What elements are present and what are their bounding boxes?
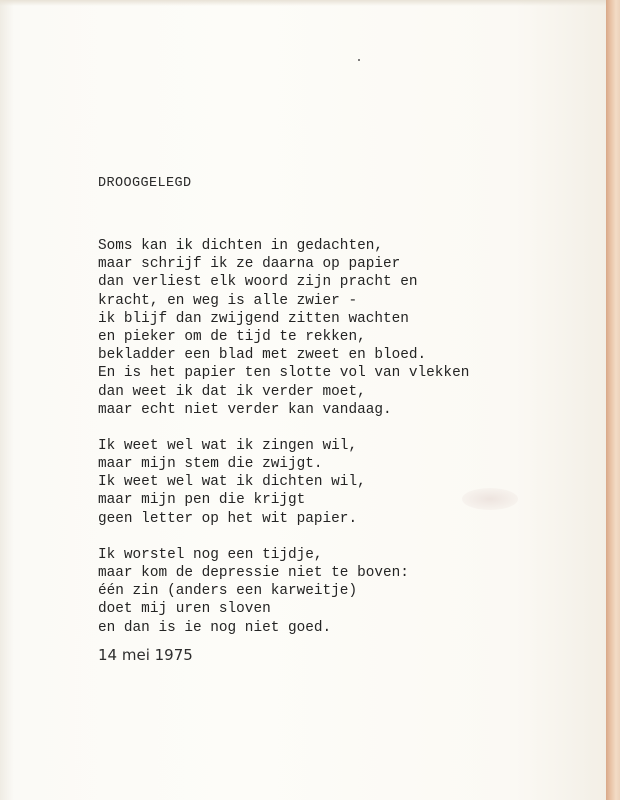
poem-line: maar mijn stem die zwijgt. [98,456,323,473]
poem-line: en pieker om de tijd te rekken, [98,328,366,345]
poem-line: en dan is ie nog niet goed. [98,619,332,636]
poem-line: maar mijn pen die krijgt [98,492,306,509]
poem-line: doet mij uren sloven [98,601,271,618]
poem-line: maar kom de depressie niet te boven: [98,565,409,581]
poem-line: één zin (anders een karweitje) [98,583,358,600]
poem-line: ik blijf dan zwijgend zitten wachten [98,310,409,327]
poem-line: Ik weet wel wat ik dichten wil, [98,474,366,491]
poem-line: maar schrijf ik ze daarna op papier [98,256,401,273]
poem-title: DROOGGELEGD [98,176,192,191]
poem-line: Soms kan ik dichten in gedachten, [98,238,383,254]
poem-line: kracht, en weg is alle zwier - [98,292,358,309]
stanza-1 [98,237,578,419]
poem-line: Ik weet wel wat ik zingen wil, [98,437,358,454]
poem-line: Ik worstel nog een tijdje, [98,546,323,563]
poem-line: En is het papier ten slotte vol van vlekken [98,365,470,382]
poem-line: maar echt niet verder kan vandaag. [98,401,392,418]
poem-body [98,237,578,655]
poem-line: bekladder een blad met zweet en bloed. [98,347,427,364]
page-edge [606,0,620,800]
poem-line: dan verliest elk woord zijn pracht en [98,274,418,291]
poem-line: geen letter op het wit papier. [98,510,358,527]
handwritten-date: 14 mei 1975 [98,646,193,664]
poem-line: dan weet ik dat ik verder moet, [98,383,366,400]
stanza-2 [98,437,578,528]
page-top-shadow [0,0,606,6]
stanza-3 [98,546,578,637]
ink-speck [358,59,360,61]
